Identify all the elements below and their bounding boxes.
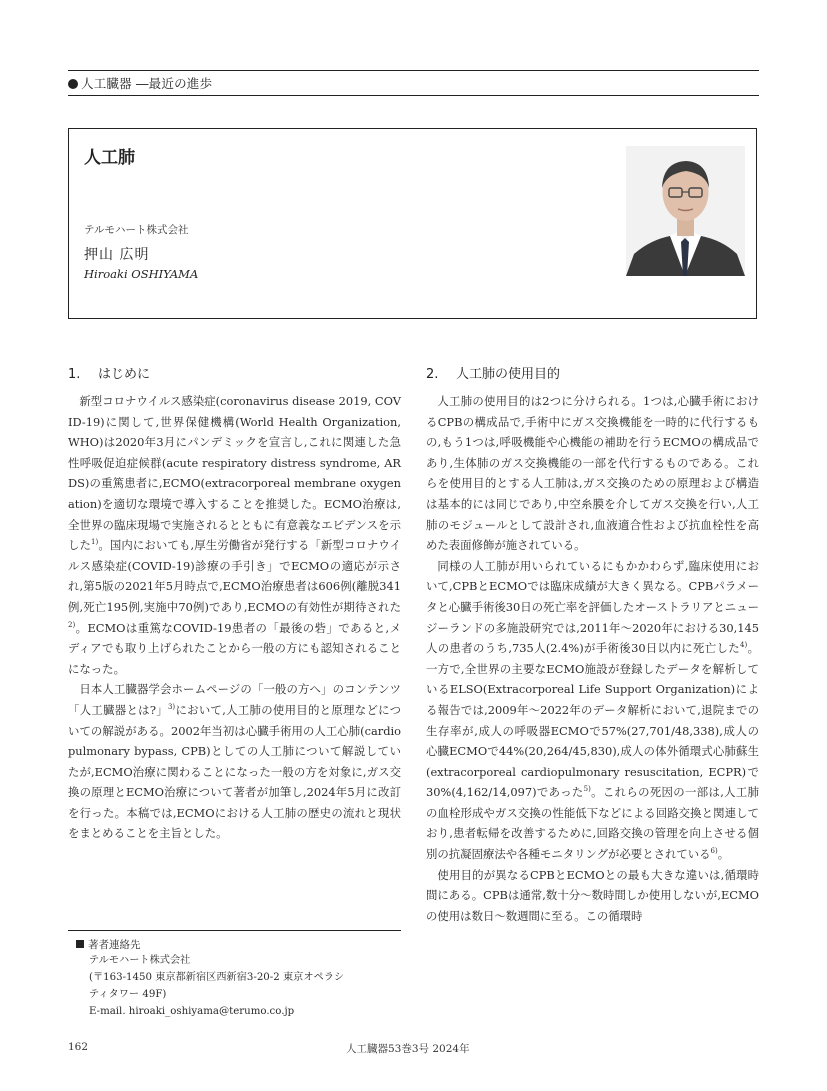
section-2-heading — [426, 363, 759, 381]
section-2-number: 2. — [426, 367, 439, 382]
square-bullet-icon — [76, 940, 84, 948]
text-run: 。一方で,全世界の主要なECMO施設が登録したデータを解析しているELSO(Extracorporeal Life Support Organization)による報告では,2009年〜2022年のデータ解析において,退院までの生存率が,成人の呼吸器ECMOで57%(27,701/48,338),成人の心臓ECMOで44%(20,264/45,830),成人の体外循環式心肺蘇生(extracorporeal cardiopulmonary resuscitation, ECPR)で30%(4,162/14,097)であった — [426, 641, 759, 800]
section-1-paragraph-2 — [68, 679, 401, 844]
header-bottom-rule — [68, 95, 759, 96]
citation-ref: 2) — [68, 620, 76, 629]
section-1-heading — [68, 363, 401, 381]
section-2-title: 人工肺の使用目的 — [456, 367, 561, 382]
contact-company: テルモハート株式会社 — [89, 955, 191, 966]
section-2-paragraph-1: 人工肺の使用目的は2つに分けられる。1つは,心臓手術におけるCPBの構成品で,手術中にガス交換機能を一時的に代行するもの,もう1つは,呼吸機能や心機能の補助を行うECMOの構成品であり,生体肺のガス交換機能の一部を代行するものである。これらを使用目的とする人工肺は,ガス交換のための原理および構造は基本的には同じであり,中空糸膜を介してガス交換を行い,人工肺のモジュールとして設計され,血液適合性および抗血栓性を高めた表面修飾が施されている。 — [426, 394, 759, 553]
citation-ref: 6) — [710, 847, 718, 856]
header-top-rule — [68, 70, 759, 71]
text-run: 。 — [717, 847, 730, 862]
journal-info: 人工臓器53巻3号 2024年 — [346, 1043, 470, 1055]
text-run: において,人工肺の使用目的と原理などについての解説がある。2002年当初は心臓手術用の人工心肺(cardiopulmonary bypass, CPB)としての人工肺について解説していたが,ECMO治療に関わることになった一般の方を対象に,ガス交換の原理とECMO治療について著者が加筆し,2024年5月に改訂を行った。本稿では,ECMOにおける人工肺の歴史の流れと現状をまとめることを主旨とした。 — [68, 702, 401, 841]
text-run: 日本人工臓器学会ホームページの「一般の方へ」のコンテンツ「人工臓器とは?」 — [68, 682, 401, 717]
author-affiliation: テルモハート株式会社 — [84, 224, 189, 236]
section-1-number: 1. — [68, 367, 81, 382]
author-name-jp: 押山 広明 — [84, 247, 150, 263]
text-run: 。ECMOは重篤なCOVID-19患者の「最後の砦」であると,メディアでも取り上げられたことから一般の方にも認知されることになった。 — [68, 620, 401, 676]
bullet-icon — [68, 79, 78, 89]
article-title: 人工肺 — [84, 148, 135, 168]
text-run: 。国内においても,厚生労働省が発行する「新型コロナウイルス感染症(COVID-19)診療の手引き」でECMOの適応が示され,第5版の2021年5月時点で,ECMO治療患者は606例(離脱341例,死亡195例,実施中70例)であり,ECMOの有効性が期待された — [68, 538, 401, 614]
series-label — [68, 74, 212, 92]
left-column — [68, 363, 401, 844]
text-run: 。これらの死因の一部は,人工肺の血栓形成やガス交換の性能低下などによる回路交換と関連しており,患者転帰を改善するために,回路交換の管理を向上させる個別の抗凝固療法や各種モニタリングが必要とされている — [426, 785, 759, 862]
contact-address-line-2: ティタワー 49F) — [89, 989, 167, 1000]
contact-address-line-1: (〒163-1450 東京都新宿区西新宿3-20-2 東京オペラシ — [89, 972, 345, 983]
contact-email: E-mail. hiroaki_oshiyama@terumo.co.jp — [89, 1006, 295, 1017]
section-2-paragraph-3: 使用目的が異なるCPBとECMOとの最も大きな違いは,循環時間にある。CPBは通常,数十分〜数時間しか使用しないが,ECMOの使用は数日〜数週間に至る。この循環時 — [426, 867, 759, 923]
page-number: 162 — [68, 1041, 89, 1053]
author-contact — [68, 930, 401, 1020]
title-box — [68, 128, 757, 319]
contact-rule — [68, 930, 401, 931]
right-column — [426, 363, 759, 926]
citation-ref: 3) — [167, 702, 176, 711]
citation-ref: 5) — [583, 785, 591, 794]
contact-heading — [76, 937, 401, 952]
contact-heading-text: 著者連絡先 — [88, 939, 141, 951]
section-2-paragraph-2 — [426, 556, 759, 865]
author-photo — [626, 146, 745, 276]
citation-ref: 4) — [740, 641, 748, 650]
text-run: 新型コロナウイルス感染症(coronavirus disease 2019, COVID-19)に関して,世界保健機構(World Health Organization, WHO)は2020年3月にパンデミックを宣言し,これに関連した急性呼吸促迫症候群(acute respiratory distress syndrome, ARDS)の重篤患者に,ECMO(extracorporeal membrane oxygenation)を適切な環境で導入することを推奨した。ECMO治療は,全世界の臨床現場で実施されるとともに有意義なエビデンスを示した — [68, 394, 401, 553]
citation-ref: 1) — [91, 538, 99, 547]
section-1-title: はじめに — [98, 367, 151, 382]
series-text: 人工臓器 ―最近の進歩 — [81, 76, 213, 91]
section-1-paragraph-1 — [68, 391, 401, 679]
author-name-en: Hiroaki OSHIYAMA — [84, 267, 199, 281]
text-run: 同様の人工肺が用いられているにもかかわらず,臨床使用において,CPBとECMOでは臨床成績が大きく異なる。CPBパラメータと心臓手術後30日の死亡率を評価したオーストラリアとニュージーランドの多施設研究では,2011年〜2020年における30,145人の患者のうち,735人(2.4%)が手術後30日以内に死亡した — [426, 558, 759, 656]
